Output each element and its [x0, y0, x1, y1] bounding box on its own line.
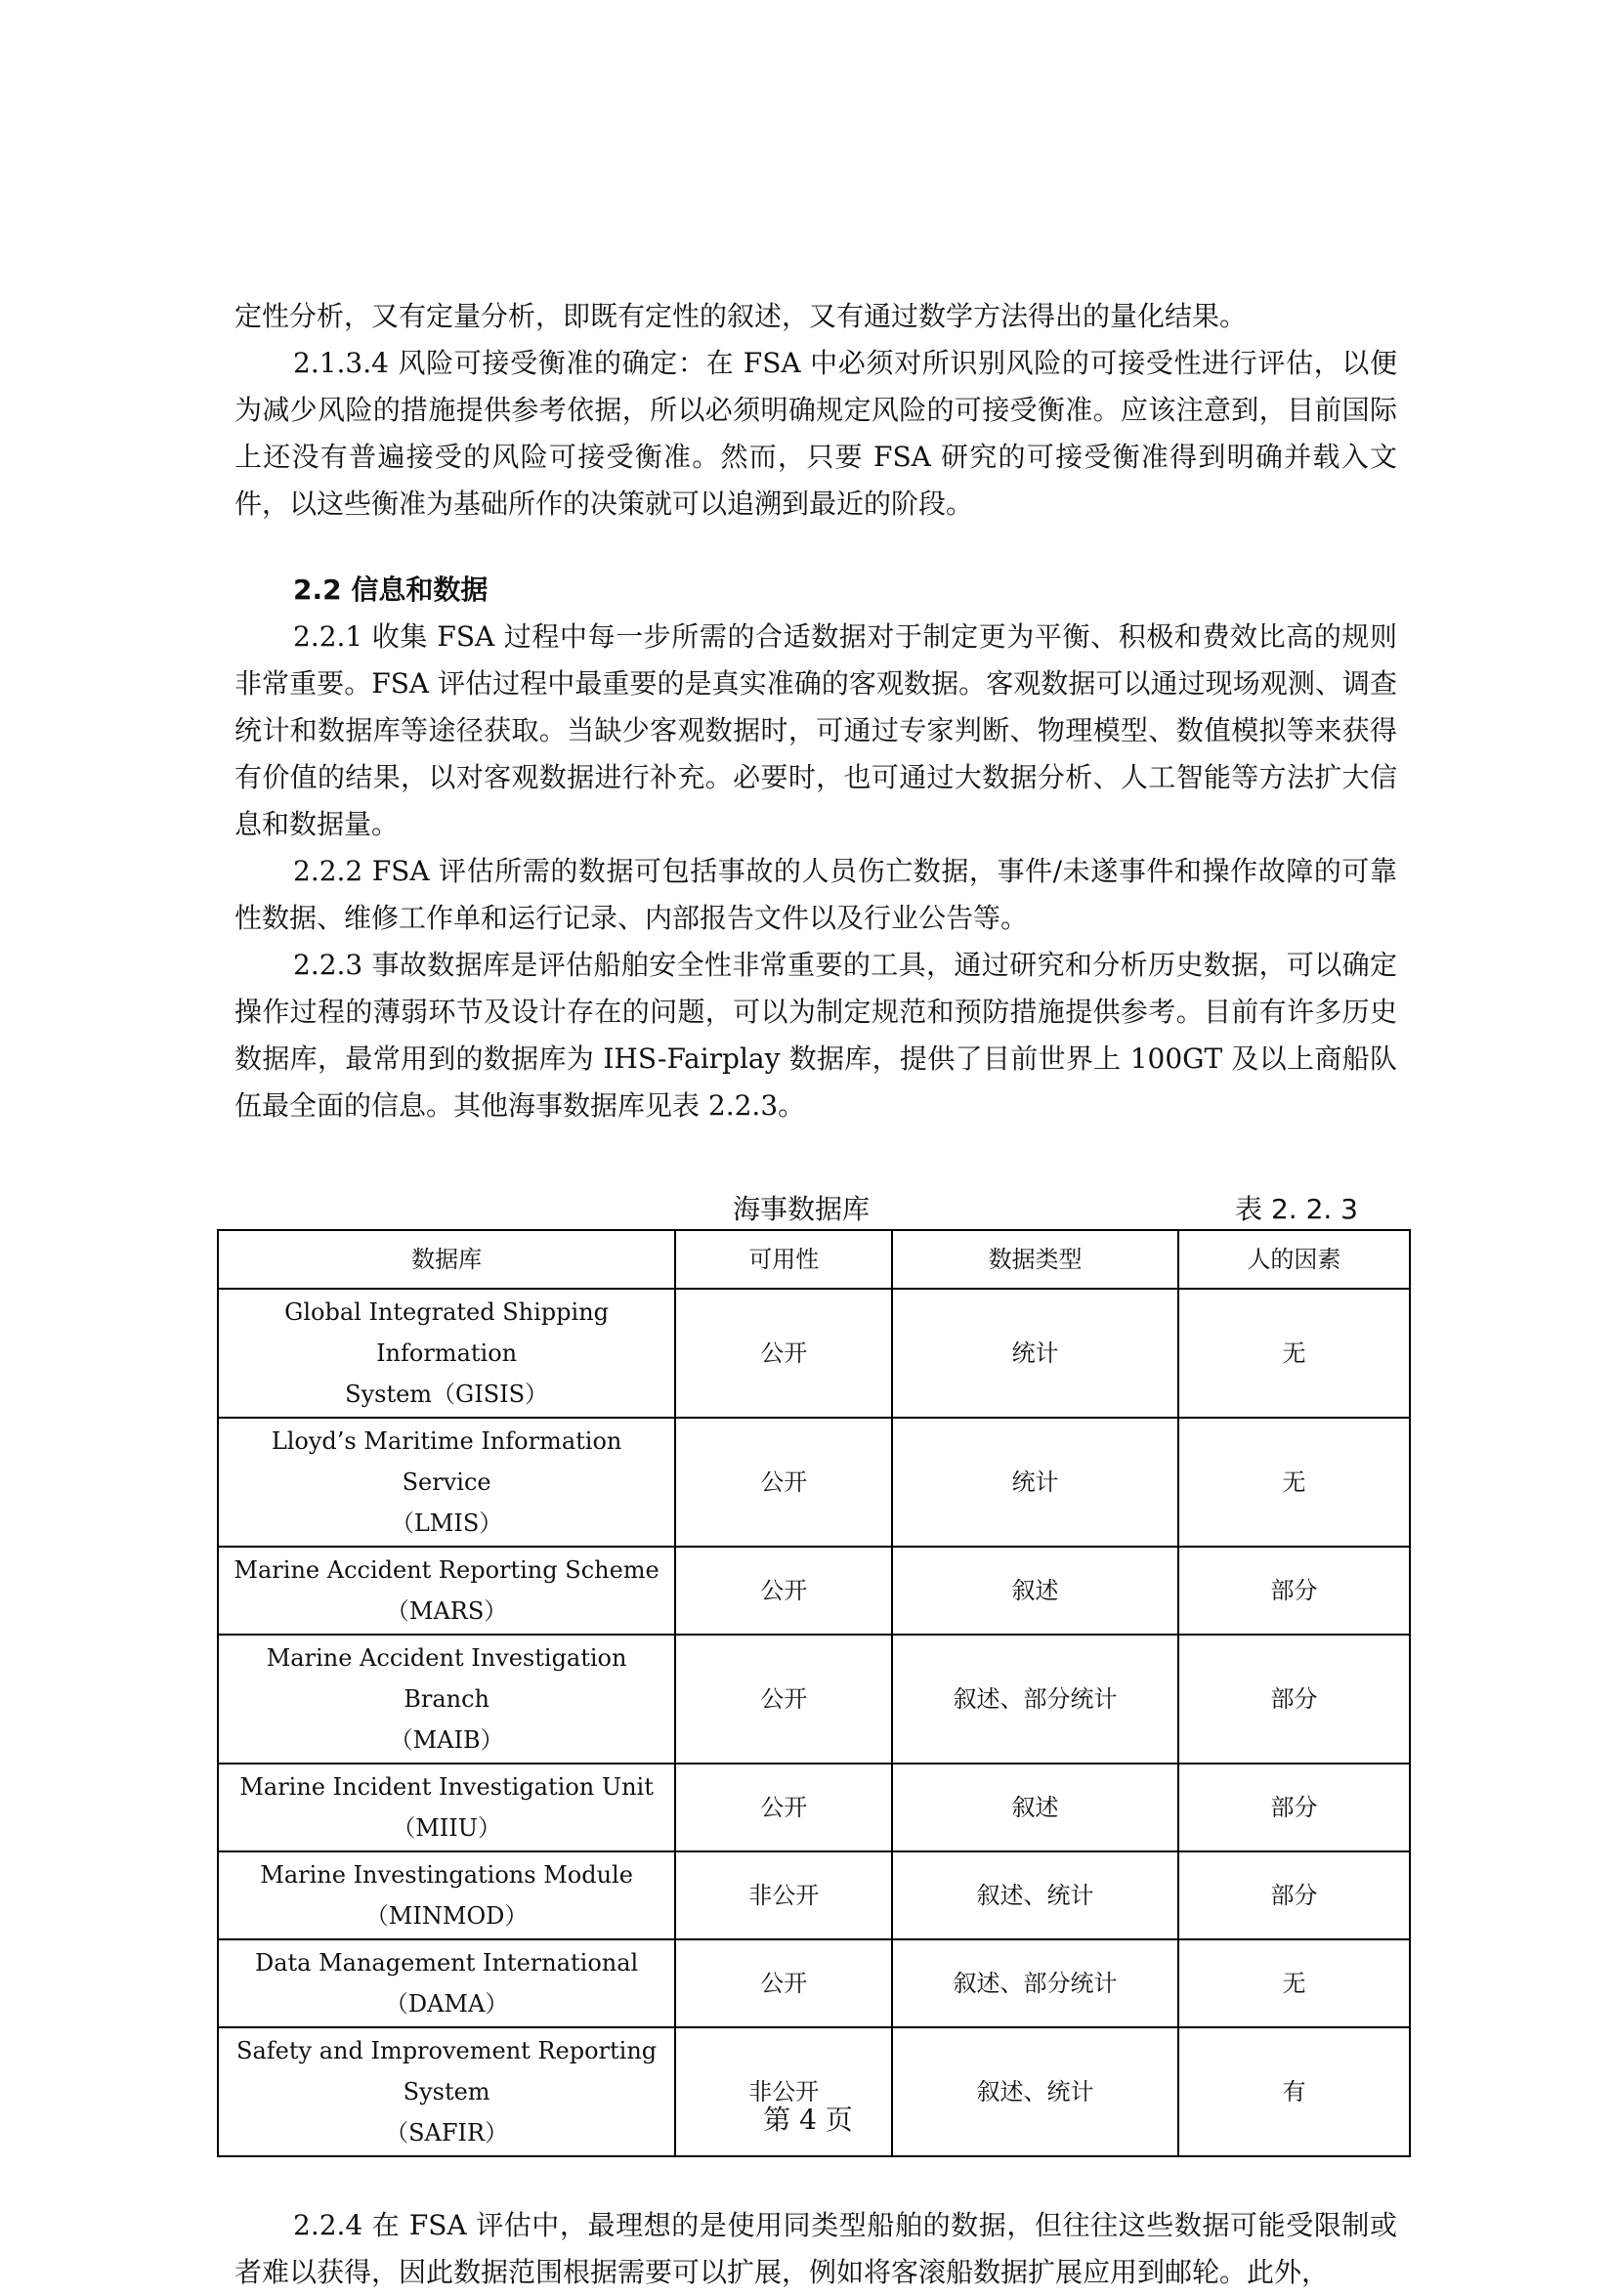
cell-human-factor: 有 [1178, 2027, 1410, 2156]
cell-human-factor: 部分 [1178, 1635, 1410, 1764]
header-human-factor: 人的因素 [1178, 1230, 1410, 1289]
cell-availability: 非公开 [675, 2027, 892, 2156]
cell-human-factor: 部分 [1178, 1851, 1410, 1939]
table-row [218, 1547, 1410, 1635]
cell-data-type: 叙述 [892, 1764, 1178, 1851]
cell-availability: 公开 [675, 1418, 892, 1547]
section-heading: 2.2 信息和数据 [293, 574, 489, 606]
cell-availability: 公开 [675, 1289, 892, 1418]
cell-database: Marine Investingations Module （MINMOD） [218, 1851, 675, 1939]
cell-data-type: 统计 [892, 1418, 1178, 1547]
table-row [218, 1418, 1410, 1547]
cell-human-factor: 部分 [1178, 1547, 1410, 1635]
cell-data-type: 叙述、部分统计 [892, 1635, 1178, 1764]
cell-human-factor: 无 [1178, 1939, 1410, 2027]
cell-database: Lloyd’s Maritime Information Service （LMIS） [218, 1418, 675, 1547]
cell-data-type: 叙述、统计 [892, 1851, 1178, 1939]
cell-availability: 公开 [675, 1547, 892, 1635]
table-header-row [218, 1230, 1410, 1289]
maritime-database-table [217, 1229, 1411, 2157]
cell-availability: 公开 [675, 1635, 892, 1764]
table-title: 海事数据库 [733, 1193, 871, 1225]
cell-database: Data Management International（DAMA） [218, 1939, 675, 2027]
header-data-type: 数据类型 [892, 1230, 1178, 1289]
cell-human-factor: 部分 [1178, 1764, 1410, 1851]
table-number: 表 2. 2. 3 [1235, 1193, 1358, 1225]
cell-database: Safety and Improvement Reporting System （SAFIR） [218, 2027, 675, 2156]
table-caption [234, 1190, 1397, 1229]
cell-availability: 公开 [675, 1939, 892, 2027]
cell-database: Global Integrated Shipping Information System（GISIS） [218, 1289, 675, 1418]
table-row [218, 1764, 1410, 1851]
cell-data-type: 叙述、统计 [892, 2027, 1178, 2156]
cell-database: Marine Accident Reporting Scheme （MARS） [218, 1547, 675, 1635]
header-database: 数据库 [218, 1230, 675, 1289]
header-availability: 可用性 [675, 1230, 892, 1289]
table-row [218, 1289, 1410, 1418]
cell-availability: 公开 [675, 1764, 892, 1851]
paragraph-2-2-3: 2.2.3 事故数据库是评估船舶安全性非常重要的工具，通过研究和分析历史数据，可以确定操作过程的薄弱环节及设计存在的问题，可以为制定规范和预防措施提供参考。目前有许多历史数据库，最常用到的数据库为 IHS-Fairplay 数据库，提供了目前世界上 100GT 及以上商船队伍最全面的信息。其他海事数据库见表 2.2.3。 [234, 949, 1397, 1122]
table-row [218, 1635, 1410, 1764]
document-page [234, 293, 1397, 2296]
cell-data-type: 统计 [892, 1289, 1178, 1418]
cell-database: Marine Incident Investigation Unit（MIIU） [218, 1764, 675, 1851]
cell-database: Marine Accident Investigation Branch （MAIB） [218, 1635, 675, 1764]
cell-data-type: 叙述、部分统计 [892, 1939, 1178, 2027]
paragraph-continuation: 定性分析，又有定量分析，即既有定性的叙述，又有通过数学方法得出的量化结果。 [234, 300, 1248, 332]
paragraph-2-1-3-4: 2.1.3.4 风险可接受衡准的确定：在 FSA 中必须对所识别风险的可接受性进行评估，以便为减少风险的措施提供参考依据，所以必须明确规定风险的可接受衡准。应该注意到，目前国际上还没有普遍接受的风险可接受衡准。然而，只要 FSA 研究的可接受衡准得到明确并载入文件，以这些衡准为基础所作的决策就可以追溯到最近的阶段。 [234, 347, 1397, 520]
paragraph-2-2-1: 2.2.1 收集 FSA 过程中每一步所需的合适数据对于制定更为平衡、积极和费效比高的规则非常重要。FSA 评估过程中最重要的是真实准确的客观数据。客观数据可以通过现场观测、调查统计和数据库等途径获取。当缺少客观数据时，可通过专家判断、物理模型、数值模拟等来获得有价值的结果，以对客观数据进行补充。必要时，也可通过大数据分析、人工智能等方法扩大信息和数据量。 [234, 620, 1397, 840]
cell-human-factor: 无 [1178, 1289, 1410, 1418]
table-row [218, 1939, 1410, 2027]
cell-availability: 非公开 [675, 1851, 892, 1939]
cell-data-type: 叙述 [892, 1547, 1178, 1635]
table-row [218, 1851, 1410, 1939]
page-number: 第 4 页 [763, 2104, 853, 2136]
cell-human-factor: 无 [1178, 1418, 1410, 1547]
paragraph-2-2-2: 2.2.2 FSA 评估所需的数据可包括事故的人员伤亡数据，事件/未遂事件和操作故障的可靠性数据、维修工作单和运行记录、内部报告文件以及行业公告等。 [234, 855, 1397, 934]
paragraph-2-2-4: 2.2.4 在 FSA 评估中，最理想的是使用同类型船舶的数据，但往往这些数据可能受限制或者难以获得，因此数据范围根据需要可以扩展，例如将客滚船数据扩展应用到邮轮。此外， [234, 2209, 1397, 2288]
